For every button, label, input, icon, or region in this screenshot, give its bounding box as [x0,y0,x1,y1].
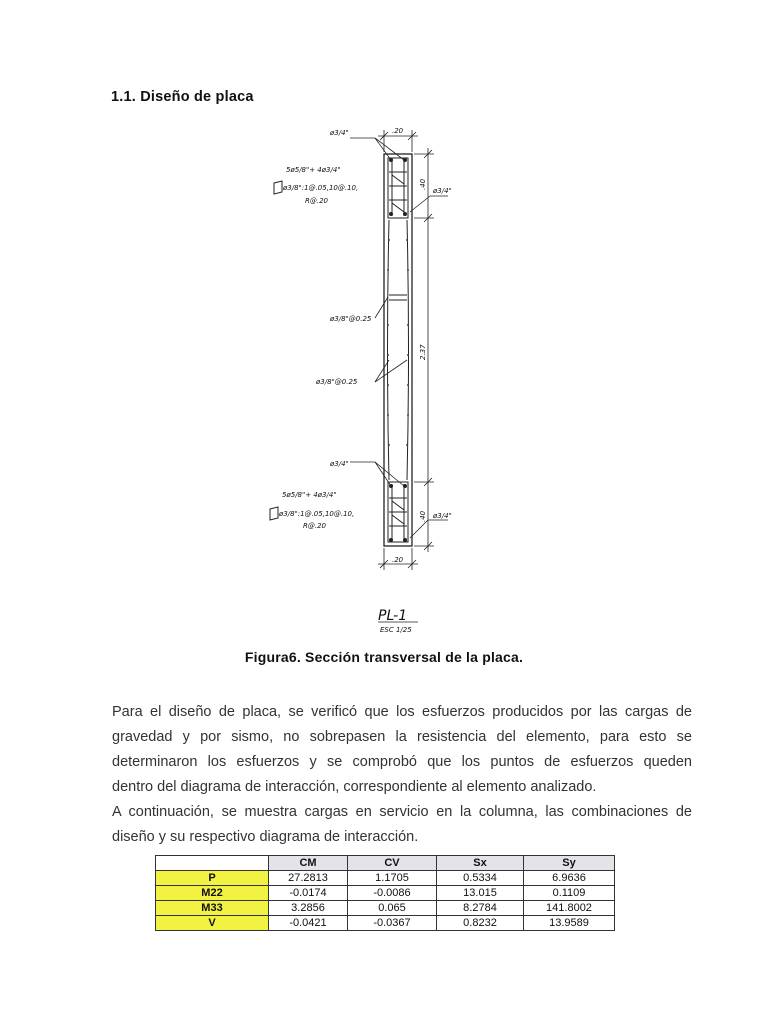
table-cell: 6.9636 [524,871,615,886]
row-header: V [156,916,269,931]
rebar-dots [389,158,407,542]
paragraph-line: dentro del diagrama de interacción, correspondiente al elemento analizado. [112,779,597,795]
row-header: M22 [156,886,269,901]
table-cell: 0.1109 [524,886,615,901]
bottom-stirrup-symbol [270,507,278,520]
table-row [156,901,615,916]
table-cell: -0.0086 [348,886,437,901]
bottom-stirrups [389,484,407,540]
mid-rebar-label-2: ø3/8"@0.25 [316,378,358,386]
dim-top-zone: .40 [419,178,427,190]
column-header: CV [348,856,437,871]
paragraph-line: determinaron los esfuerzos y se comprobó que los puntos de esfuerzos queden [112,754,692,770]
mid-rebar-label-1: ø3/8"@0.25 [330,315,372,323]
paragraph-line: A continuación, se muestra cargas en servicio en la columna, las combinaciones de [112,804,692,820]
rebar-dot [403,538,407,542]
rebar-dot [389,538,393,542]
service-loads-table [155,855,615,931]
dim-bottom-zone: .40 [419,510,427,522]
table-cell: 13.015 [437,886,524,901]
column-header: Sx [437,856,524,871]
lower-bar-label: ø3/4" [330,460,349,468]
bottom-stirrup-label-2: R@.20 [303,522,326,530]
table-cell: 0.065 [348,901,437,916]
rebar-dot [389,212,393,216]
table-cell: 3.2856 [269,901,348,916]
top-stirrup-label-1: ø3/8":1@.05,10@.10, [283,184,359,192]
table-cell: 8.2784 [437,901,524,916]
section-scale: ESC 1/25 [380,626,412,634]
column-header: CM [269,856,348,871]
dim-width-bottom: .20 [392,556,404,564]
paragraph-line: Para el diseño de placa, se verificó que los esfuerzos producidos por las cargas de [112,704,692,720]
section-heading: 1.1. Diseño de placa [111,89,254,105]
row-header: P [156,871,269,886]
web-rebar [388,220,409,480]
table-cell: 0.8232 [437,916,524,931]
bottom-stirrup-label-1: ø3/8":1@.05,10@.10, [279,510,355,518]
right-bar-bottom-label: ø3/4" [433,512,452,520]
table-cell: -0.0174 [269,886,348,901]
table-corner-cell [156,856,269,871]
table-cell: 27.2813 [269,871,348,886]
table-cell: 0.5334 [437,871,524,886]
table-cell: 141.8002 [524,901,615,916]
table-header-row [156,856,615,871]
rebar-dot [389,158,393,162]
dim-width-top: .20 [392,127,404,135]
top-bar-label: ø3/4" [330,129,349,137]
row-header: M33 [156,901,269,916]
table-row [156,871,615,886]
rebar-dot [403,484,407,488]
body-text [112,700,692,850]
paragraph-line: gravedad y por sismo, no sobrepasen la resistencia del elemento, para esto se [112,729,692,745]
table-cell: -0.0367 [348,916,437,931]
column-header: Sy [524,856,615,871]
table-cell: -0.0421 [269,916,348,931]
table-cell: 1.1705 [348,871,437,886]
rebar-dot [403,212,407,216]
top-rebar-group-label: 5ø5/8"+ 4ø3/4" [286,166,341,174]
top-boundary-element [388,158,408,218]
figure-caption: Figura6. Sección transversal de la placa. [244,649,524,665]
right-bar-top-label: ø3/4" [433,187,452,195]
section-name: PL-1 [378,608,408,624]
table-cell: 13.9589 [524,916,615,931]
top-stirrup-symbol [274,181,282,194]
web-bar-dots [387,239,409,446]
table-row [156,916,615,931]
table-row [156,886,615,901]
rebar-dot [403,158,407,162]
dim-total: 2.37 [419,344,427,360]
paragraph-line: diseño y su respectivo diagrama de interacción. [112,829,419,845]
top-stirrup-label-2: R@.20 [305,197,328,205]
rebar-dot [389,484,393,488]
top-stirrups [389,160,407,216]
bottom-rebar-group-label: 5ø5/8"+ 4ø3/4" [282,491,337,499]
leader-lines [350,138,448,538]
